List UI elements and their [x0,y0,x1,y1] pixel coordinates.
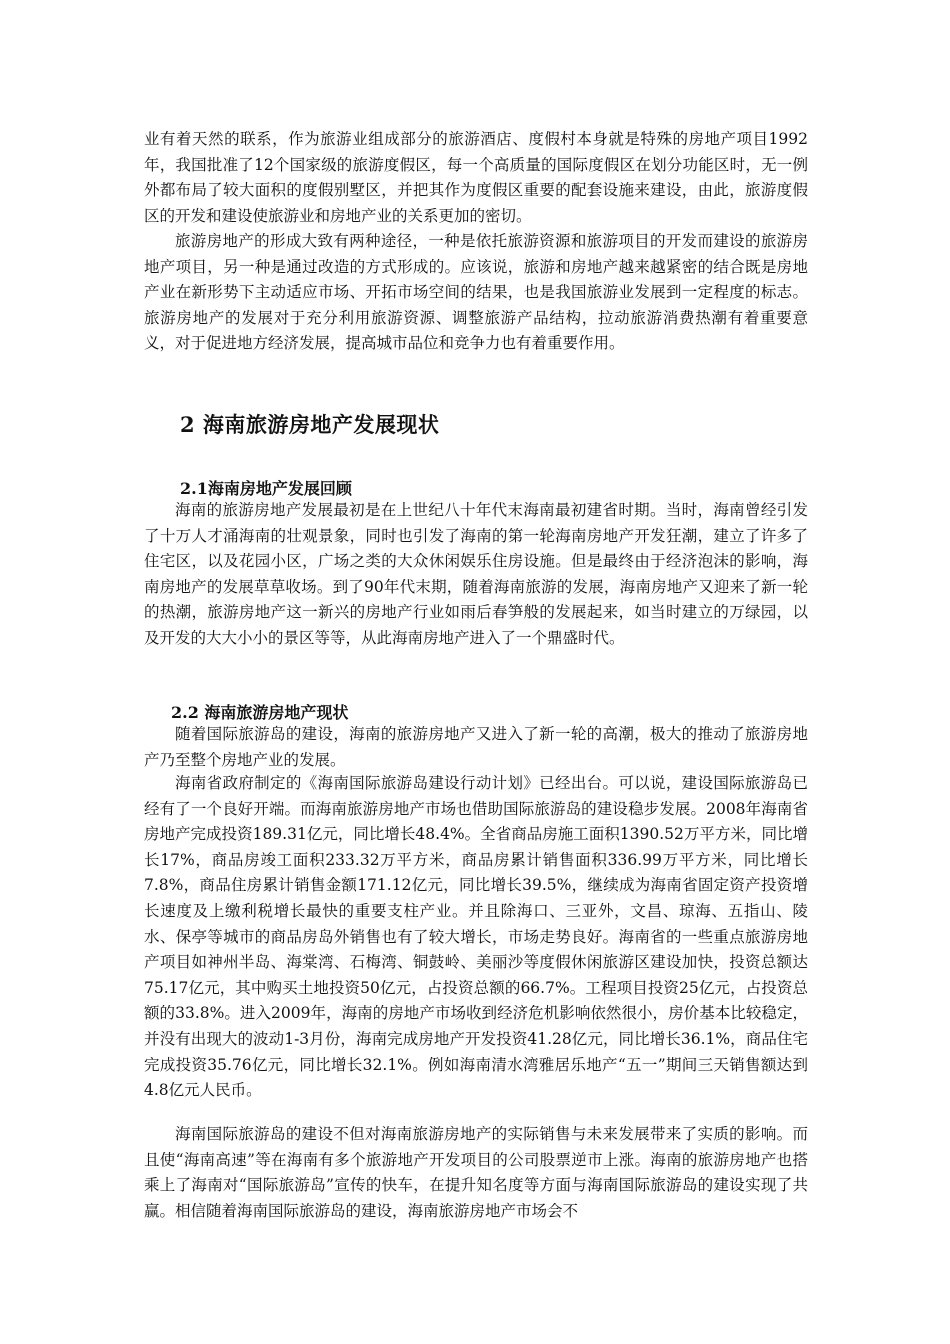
section-2-2-heading: 2.2 海南旅游房地产现状 [171,703,349,722]
section-2-2-paragraph-2: 海南省政府制定的《海南国际旅游岛建设行动计划》已经出台。可以说，建设国际旅游岛已经有了一个良好开端。而海南旅游房地产市场也借助国际旅游岛的建设稳步发展。2008年海南省房地产完成投资189.31亿元，同比增长48.4%。全省商品房施工面积1390.52万平方米，同比增长17%，商品房竣工面积233.32万平方米，商品房累计销售面积336.99万平方米，同比增长7.8%，商品住房累计销售金额171.12亿元，同比增长39.5%，继续成为海南省固定资产投资增长速度及上缴利税增长最快的重要支柱产业。并且除海口、三亚外，文昌、琼海、五指山、陵水、保亭等城市的商品房岛外销售也有了较大增长，市场走势良好。海南省的一些重点旅游房地产项目如神州半岛、海棠湾、石梅湾、铜鼓岭、美丽沙等度假休闲旅游区建设加快，投资总额达75.17亿元，其中购买土地投资50亿元，占投资总额的66.7%。工程项目投资25亿元，占投资总额的33.8%。进入2009年，海南的房地产市场收到经济危机影响依然很小，房价基本比较稳定，并没有出现大的波动1-3月份，海南完成房地产开发投资41.28亿元，同比增长36.1%，商品住宅完成投资35.76亿元，同比增长32.1%。例如海南清水湾雅居乐地产“五一”期间三天销售额达到4.8亿元人民币。 [144,774,808,1100]
section-2-1-heading: 2.1海南房地产发展回顾 [180,479,352,498]
intro-paragraph-1: 业有着天然的联系，作为旅游业组成部分的旅游酒店、度假村本身就是特殊的房地产项目1992年，我国批准了12个国家级的旅游度假区，每一个高质量的国际度假区在划分功能区时，无一例外都布局了较大面积的度假别墅区，并把其作为度假区重要的配套设施来建设，由此，旅游度假区的开发和建设使旅游业和房地产业的关系更加的密切。 [144,130,808,225]
section-2-2-paragraph-3: 海南国际旅游岛的建设不但对海南旅游房地产的实际销售与未来发展带来了实质的影响。而且使“海南高速”等在海南有多个旅游地产开发项目的公司股票逆市上涨。海南的旅游房地产也搭乘上了海南对“国际旅游岛”宣传的快车，在提升知名度等方面与海南国际旅游岛的建设实现了共赢。相信随着海南国际旅游岛的建设，海南旅游房地产市场会不 [144,1125,808,1220]
intro-paragraph-2: 旅游房地产的形成大致有两种途径，一种是依托旅游资源和旅游项目的开发而建设的旅游房地产项目，另一种是通过改造的方式形成的。应该说，旅游和房地产越来越紧密的结合既是房地产业在新形势下主动适应市场、开拓市场空间的结果，也是我国旅游业发展到一定程度的标志。旅游房地产的发展对于充分利用旅游资源、调整旅游产品结构，拉动旅游消费热潮有着重要意义，对于促进地方经济发展，提高城市品位和竞争力也有着重要作用。 [144,232,808,353]
section-2-1-paragraph: 海南的旅游房地产发展最初是在上世纪八十年代末海南最初建省时期。当时，海南曾经引发了十万人才涌海南的壮观景象，同时也引发了海南的第一轮海南房地产开发狂潮，建立了许多了住宅区，以及花园小区，广场之类的大众休闲娱乐住房设施。但是最终由于经济泡沫的影响，海南房地产的发展草草收场。到了90年代末期，随着海南旅游的发展，海南房地产又迎来了新一轮的热潮，旅游房地产这一新兴的房地产行业如雨后春笋般的发展起来，如当时建立的万绿园，以及开发的大大小小的景区等等，从此海南房地产进入了一个鼎盛时代。 [144,501,808,647]
chapter-heading: 2 海南旅游房地产发展现状 [180,412,440,437]
section-2-2-paragraph-1: 随着国际旅游岛的建设，海南的旅游房地产又进入了新一轮的高潮，极大的推动了旅游房地产乃至整个房地产业的发展。 [144,725,808,769]
